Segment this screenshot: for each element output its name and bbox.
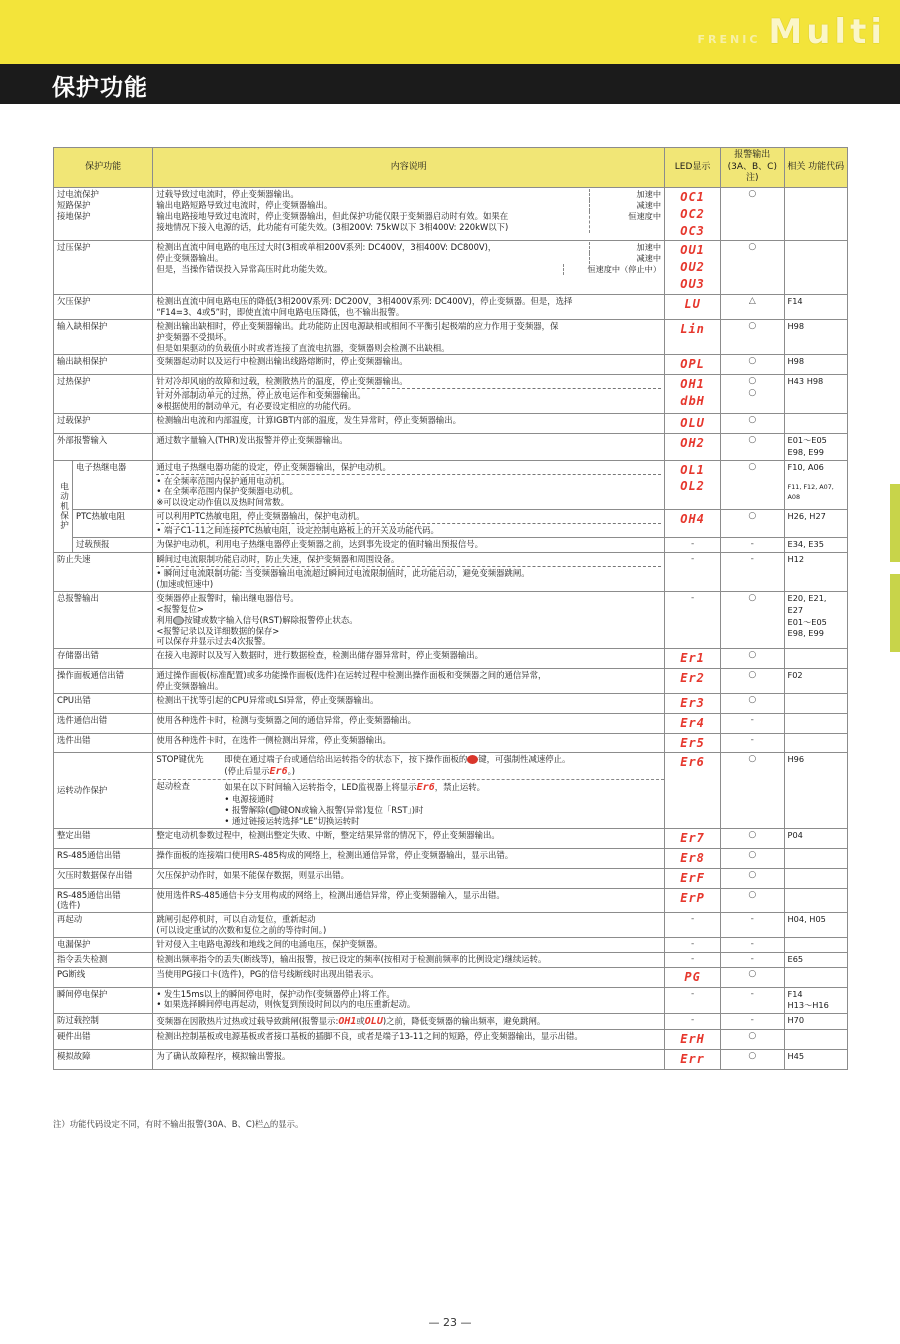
table-row <box>54 188 848 241</box>
alarm-output: - <box>721 987 784 1014</box>
led-display: OC1 OC2 OC3 <box>665 188 721 241</box>
function-code: E65 <box>784 952 847 967</box>
function-code: H96 <box>784 753 847 829</box>
function-code <box>784 713 847 733</box>
function-code <box>784 694 847 714</box>
led-display: PG <box>665 967 721 987</box>
alarm-output: ○ <box>721 460 784 510</box>
row-name: 输出缺相保护 <box>54 355 153 375</box>
led-display: Er6 <box>665 753 721 829</box>
header-alarm: 报警输出 (3A、B、C)注) <box>721 148 784 188</box>
row-name: 过热保护 <box>54 375 153 414</box>
led-display: - <box>665 938 721 953</box>
function-code <box>784 938 847 953</box>
alarm-output: ○ <box>721 868 784 888</box>
table-row <box>54 868 848 888</box>
alarm-output: - <box>721 538 784 553</box>
row-name: 硬件出错 <box>54 1030 153 1050</box>
alarm-output: - <box>721 1014 784 1030</box>
function-code <box>784 733 847 753</box>
row-desc: 使用各种选件卡时，在选件一侧检测出异常，停止变频器输出。 <box>153 733 665 753</box>
function-code <box>784 868 847 888</box>
led-display: Er3 <box>665 694 721 714</box>
row-name: 外部报警输入 <box>54 433 153 460</box>
alarm-output: ○ <box>721 649 784 669</box>
row-name: 防止失速 <box>54 553 153 592</box>
led-display: OH2 <box>665 433 721 460</box>
table-row <box>54 460 848 510</box>
led-display: - <box>665 538 721 553</box>
row-name: 存储器出错 <box>54 649 153 669</box>
table-row <box>54 952 848 967</box>
table-row <box>54 967 848 987</box>
row-name: 操作面板通信出错 <box>54 669 153 694</box>
row-desc: STOP键优先 即使在通过端子台或通信给出运转指令的状态下，按下操作面板的 键，可强制性减速停止。 (停止后显示Er6。) 起动检查 如果在以下时间输入运转指令，LED监视器上将显示Er6，禁止运转。 • 电源接通时 • 报警解除( 键ON或输入报警(异常)复位「RST」)时 • 通过链接运转选择“LE”切换运转时 <box>153 753 665 829</box>
alarm-output: ○ <box>721 510 784 538</box>
row-desc: 针对冷却风扇的故障和过载，检测散热片的温度，停止变频器输出。 针对外部制动单元的过热，停止放电运作和变频器输出。 ※根据使用的制动单元，有必要设定相应的功能代码。 <box>153 375 665 414</box>
table-row <box>54 938 848 953</box>
row-desc: 瞬间过电流限制功能启动时，防止失速，保护变频器和周围设备。 • 瞬间过电流限制功能: 当变频器输出电流超过瞬间过电流限制值时，此功能启动，避免变频器跳闸。 (加速或恒速中) <box>153 553 665 592</box>
table-row <box>54 538 848 553</box>
led-display: OLU <box>665 414 721 434</box>
function-code <box>784 888 847 913</box>
alarm-output: ○ <box>721 829 784 849</box>
alarm-output: ○ <box>721 694 784 714</box>
row-name: RS-485通信出错 (选件) <box>54 888 153 913</box>
stop-key-icon <box>467 755 478 764</box>
alarm-output: ○ <box>721 848 784 868</box>
led-display: Er5 <box>665 733 721 753</box>
brand-name: Multi <box>768 12 886 52</box>
led-display: - <box>665 987 721 1014</box>
row-desc: 检测出控制基板或电源基板或者接口基板的插脚不良，或者是端子13-11之间的短路，停止变频器输出，显示出错。 <box>153 1030 665 1050</box>
table-row <box>54 669 848 694</box>
row-desc: 使用选件RS-485通信卡分支用构成的网络上，检测出通信异常，停止变频器输入，显示出错。 <box>153 888 665 913</box>
alarm-output: ○ <box>721 1030 784 1050</box>
alarm-output: - <box>721 913 784 938</box>
function-code: H12 <box>784 553 847 592</box>
led-display: OH1 dbH <box>665 375 721 414</box>
stop-key-icon <box>269 806 280 815</box>
page-number: — 23 — <box>428 1316 472 1329</box>
row-desc: 整定电动机参数过程中，检测出整定失败、中断，整定结果异常的情况下，停止变频器输出。 <box>153 829 665 849</box>
table-row <box>54 591 848 649</box>
row-desc: 检测输出电流和内部温度，计算IGBT内部的温度，发生异常时，停止变频器输出。 <box>153 414 665 434</box>
alarm-output: ○ <box>721 591 784 649</box>
led-display: LU <box>665 294 721 319</box>
side-tab-1 <box>890 484 900 562</box>
row-desc: 变频器起动时以及运行中检测出输出线路熔断时，停止变频器输出。 <box>153 355 665 375</box>
row-name: 防过载控制 <box>54 1014 153 1030</box>
led-display: Er7 <box>665 829 721 849</box>
table-row <box>54 713 848 733</box>
row-name: 欠压保护 <box>54 294 153 319</box>
row-name: PTC热敏电阻 <box>73 510 153 538</box>
function-code: H98 <box>784 319 847 355</box>
led-display: - <box>665 952 721 967</box>
table-row <box>54 753 848 829</box>
row-name: 选件通信出错 <box>54 713 153 733</box>
led-display: Er8 <box>665 848 721 868</box>
table-row <box>54 375 848 414</box>
led-display: Er1 <box>665 649 721 669</box>
brand-logo <box>698 12 886 52</box>
alarm-output: ○ <box>721 888 784 913</box>
row-desc: 检测出输出缺相时，停止变频器输出。此功能防止因电源缺相或相间不平衡引起极端的应力作用于变频器，保 护变频器不受损坏。 但是如果驱动的负载值小时或者连接了直流电抗器，变频器则会检测不出缺相。 <box>153 319 665 355</box>
row-desc: 通过电子热继电器功能的设定，停止变频器输出，保护电动机。 • 在全频率范围内保护通用电动机。 • 在全频率范围内保护变频器电动机。 ※可以设定动作值以及热时间常数。 <box>153 460 665 510</box>
alarm-output: ○ <box>721 355 784 375</box>
led-display: OH4 <box>665 510 721 538</box>
row-name: 电漏保护 <box>54 938 153 953</box>
table-row <box>54 987 848 1014</box>
row-desc: 可以利用PTC热敏电阻，停止变频器输出，保护电动机。 • 端子C1-11之间连接PTC热敏电阻，设定控制电路板上的开关及功能代码。 <box>153 510 665 538</box>
alarm-output: ○ <box>721 669 784 694</box>
row-name: 再起动 <box>54 913 153 938</box>
led-display: Er4 <box>665 713 721 733</box>
table-row <box>54 848 848 868</box>
led-display: OPL <box>665 355 721 375</box>
row-name: 欠压时数据保存出错 <box>54 868 153 888</box>
alarm-output: ○ <box>721 1050 784 1070</box>
led-display: ErH <box>665 1030 721 1050</box>
row-name: PG断线 <box>54 967 153 987</box>
row-name: RS-485通信出错 <box>54 848 153 868</box>
table-row <box>54 1030 848 1050</box>
function-code <box>784 414 847 434</box>
function-code: P04 <box>784 829 847 849</box>
row-desc: 通过操作面板(标准配置)或多功能操作面板(选件)在运转过程中检测出操作面板和变频器之间的通信异常， 停止变频器输出。 <box>153 669 665 694</box>
row-desc: 当使用PG接口卡(选件)，PG的信号线断线时出现出错表示。 <box>153 967 665 987</box>
row-name: 过电流保护 短路保护 接地保护 <box>54 188 153 241</box>
function-code: H70 <box>784 1014 847 1030</box>
alarm-output: - <box>721 553 784 592</box>
alarm-output: ○ <box>721 967 784 987</box>
row-name: 指令丢失检测 <box>54 952 153 967</box>
brand-prefix: FRENIC <box>697 33 761 46</box>
table-header-row <box>54 148 848 188</box>
row-desc: 检测出直流中间电路电压的降低(3相200V系列: DC200V，3相400V系列: DC400V)，停止变频器。但是，选择 “F14=3、4或5”时，即使直流中间电路电压降低，也不输出报警。 <box>153 294 665 319</box>
led-display: Lin <box>665 319 721 355</box>
led-display: OL1 OL2 <box>665 460 721 510</box>
table-row <box>54 913 848 938</box>
function-code <box>784 1030 847 1050</box>
function-code: H26, H27 <box>784 510 847 538</box>
reset-key-icon <box>173 616 184 625</box>
row-desc: • 发生15ms以上的瞬间停电时，保护动作(变频器停止)将工作。 • 如果选择瞬间停电再起动，则恢复到预设时间以内的电压重新起动。 <box>153 987 665 1014</box>
row-desc: 操作面板的连接端口使用RS-485构成的网络上，检测出通信异常，停止变频器输出，显示出错。 <box>153 848 665 868</box>
function-code: E34, E35 <box>784 538 847 553</box>
header-led: LED显示 <box>665 148 721 188</box>
table-row <box>54 829 848 849</box>
row-desc: 检测出频率指令的丢失(断线等)，输出报警，按已设定的频率(按相对于检测前频率的比例设定)继续运转。 <box>153 952 665 967</box>
table-row <box>54 553 848 592</box>
row-name: 电子热继电器 <box>73 460 153 510</box>
row-name: 选件出错 <box>54 733 153 753</box>
function-code: H43 H98 <box>784 375 847 414</box>
table-row <box>54 355 848 375</box>
function-code: F10, A06 F11, F12, A07, A08 <box>784 460 847 510</box>
led-display: - <box>665 1014 721 1030</box>
row-desc: 过载导致过电流时，停止变频器输出。 加速中 输出电路短路导致过电流时，停止变频器输出。 减速中 输出电路接地导致过电流时，停止变频器输出，但此保护功能仅限于变频器启动时有效。如果在 接地情况下接入电源的话，此功能有可能失效。(3相200V: 75kW以下 3相400V: 220kW以下) 恒速度中 <box>153 188 665 241</box>
header-name: 保护功能 <box>54 148 153 188</box>
row-name: 运转动作保护 <box>54 753 153 829</box>
led-display: Er2 <box>665 669 721 694</box>
function-code: F14 H13～H16 <box>784 987 847 1014</box>
row-name: 过载保护 <box>54 414 153 434</box>
function-code <box>784 967 847 987</box>
row-name: CPU出错 <box>54 694 153 714</box>
header-desc: 内容说明 <box>153 148 665 188</box>
row-desc: 使用各种选件卡时，检测与变频器之间的通信异常，停止变频器输出。 <box>153 713 665 733</box>
row-desc: 针对侵入主电路电源线和地线之间的电涌电压，保护变频器。 <box>153 938 665 953</box>
table-row <box>54 1050 848 1070</box>
alarm-output: ○ <box>721 433 784 460</box>
led-display: Err <box>665 1050 721 1070</box>
alarm-output: △ <box>721 294 784 319</box>
table-row <box>54 888 848 913</box>
row-desc: 欠压保护动作时，如果不能保存数据，则显示出错。 <box>153 868 665 888</box>
table-row <box>54 649 848 669</box>
header-code: 相关 功能代码 <box>784 148 847 188</box>
row-desc: 为了确认故障程序，模拟输出警报。 <box>153 1050 665 1070</box>
alarm-output: ○ <box>721 319 784 355</box>
alarm-output: - <box>721 713 784 733</box>
table-row <box>54 1014 848 1030</box>
row-desc: 检测出干扰等引起的CPU异常或LSI异常，停止变频器输出。 <box>153 694 665 714</box>
row-desc: 跳闸引起停机时，可以自动复位，重新起动 (可以设定重试的次数和复位之前的等待时间。) <box>153 913 665 938</box>
row-name: 总报警输出 <box>54 591 153 649</box>
table-row <box>54 414 848 434</box>
header-band <box>0 0 900 64</box>
alarm-output: ○ <box>721 241 784 294</box>
side-tab-2 <box>890 574 900 652</box>
row-desc: 变频器停止报警时，输出继电器信号。 <报警复位> 利用 按键或数字输入信号(RST)解除报警停止状态。 <报警记录以及详细数据的保存> 可以保存并显示过去4次报警。 <box>153 591 665 649</box>
row-name: 过载预报 <box>73 538 153 553</box>
function-code: H45 <box>784 1050 847 1070</box>
alarm-output: - <box>721 952 784 967</box>
function-code <box>784 848 847 868</box>
function-code: E20, E21, E27 E01～E05 E98, E99 <box>784 591 847 649</box>
footnote: 注）功能代码设定不同，有时不输出报警(30A、B、C)栏△的显示。 <box>53 1119 304 1129</box>
table-row <box>54 433 848 460</box>
function-code: H04, H05 <box>784 913 847 938</box>
function-code <box>784 188 847 241</box>
function-code: E01～E05 E98, E99 <box>784 433 847 460</box>
alarm-output: - <box>721 733 784 753</box>
led-display: ErP <box>665 888 721 913</box>
table-row <box>54 694 848 714</box>
table-row <box>54 733 848 753</box>
row-name: 整定出错 <box>54 829 153 849</box>
alarm-output: ○ <box>721 753 784 829</box>
title-band <box>0 64 900 104</box>
table-row <box>54 319 848 355</box>
function-code: F02 <box>784 669 847 694</box>
table-row <box>54 510 848 538</box>
alarm-output: - <box>721 938 784 953</box>
motor-protection-group: 电动机保护 <box>54 460 73 552</box>
led-display: ErF <box>665 868 721 888</box>
row-desc: 通过数字量输入(THR)发出报警并停止变频器输出。 <box>153 433 665 460</box>
led-display: - <box>665 913 721 938</box>
row-name: 瞬间停电保护 <box>54 987 153 1014</box>
led-display: - <box>665 591 721 649</box>
protection-table <box>53 147 848 1070</box>
row-name: 模拟故障 <box>54 1050 153 1070</box>
row-name: 过压保护 <box>54 241 153 294</box>
row-desc: 检测出直流中间电路的电压过大时(3相或单相200V系列: DC400V，3相400V: DC800V)， 加速中 停止变频器输出。 减速中 但是，当操作错误投入异常高压时此功能失效。 恒速度中（停止中） <box>153 241 665 294</box>
led-display: - <box>665 553 721 592</box>
alarm-output: ○ ○ <box>721 375 784 414</box>
row-desc: 变频器在因散热片过热或过载导致跳闸(报警显示:OH1或OLU)之前，降低变频器的输出频率，避免跳闸。 <box>153 1014 665 1030</box>
alarm-output: ○ <box>721 414 784 434</box>
function-code <box>784 241 847 294</box>
led-display: OU1 OU2 OU3 <box>665 241 721 294</box>
page-title: 保护功能 <box>52 75 148 101</box>
table-row <box>54 294 848 319</box>
function-code <box>784 649 847 669</box>
row-desc: 为保护电动机，利用电子热继电器停止变频器之前，达到事先设定的值时输出预报信号。 <box>153 538 665 553</box>
table-row <box>54 241 848 294</box>
row-name: 输入缺相保护 <box>54 319 153 355</box>
row-desc: 在接入电源时以及写入数据时，进行数据检查，检测出储存器异常时，停止变频器输出。 <box>153 649 665 669</box>
function-code: F14 <box>784 294 847 319</box>
alarm-output: ○ <box>721 188 784 241</box>
function-code: H98 <box>784 355 847 375</box>
